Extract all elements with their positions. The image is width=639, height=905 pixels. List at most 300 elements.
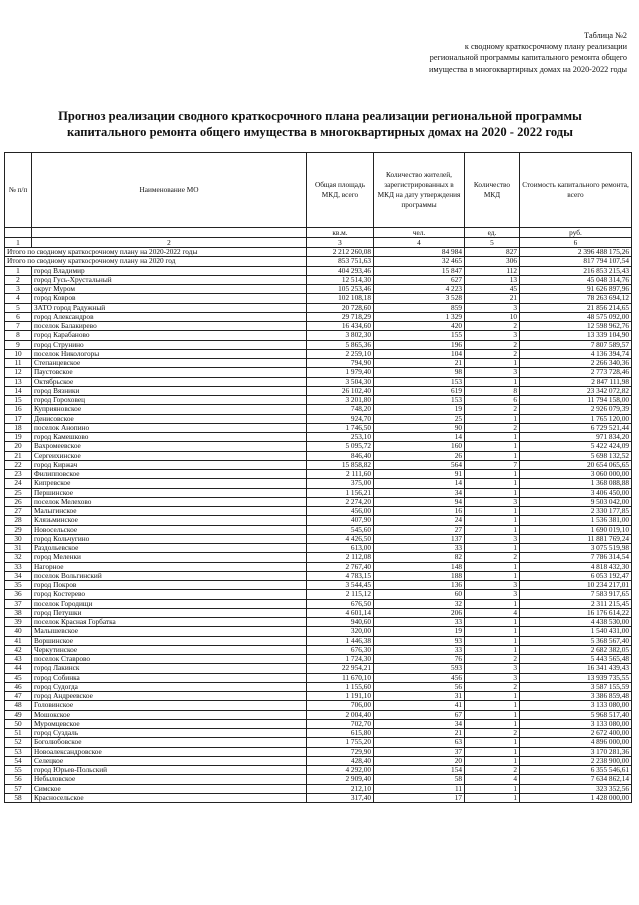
mo-name: поселок Городищи — [32, 599, 307, 608]
row-mkd: 1 — [465, 719, 520, 728]
mo-name: город Суздаль — [32, 729, 307, 738]
row-residents: 60 — [374, 590, 465, 599]
row-number: 38 — [5, 608, 32, 617]
table-row — [5, 266, 632, 275]
row-residents: 33 — [374, 645, 465, 654]
row-cost: 2 847 111,98 — [520, 377, 632, 386]
col-number: 6 — [520, 238, 632, 248]
row-number: 22 — [5, 460, 32, 469]
table-row — [5, 460, 632, 469]
row-cost: 2 330 177,85 — [520, 507, 632, 516]
forecast-table — [4, 152, 632, 803]
row-number: 36 — [5, 590, 32, 599]
row-mkd: 1 — [465, 516, 520, 525]
mo-name: город Юрьев-Польский — [32, 766, 307, 775]
row-number: 32 — [5, 553, 32, 562]
row-residents: 104 — [374, 349, 465, 358]
row-number: 45 — [5, 673, 32, 682]
row-mkd: 21 — [465, 294, 520, 303]
row-residents: 619 — [374, 386, 465, 395]
row-mkd: 2 — [465, 340, 520, 349]
row-cost: 2 266 340,36 — [520, 359, 632, 368]
row-mkd: 10 — [465, 312, 520, 321]
row-area: 1 746,50 — [307, 423, 374, 432]
row-cost: 3 386 859,48 — [520, 692, 632, 701]
row-cost: 4 818 432,30 — [520, 562, 632, 571]
col-number: 4 — [374, 238, 465, 248]
mo-name: город Кольчугино — [32, 534, 307, 543]
row-residents: 19 — [374, 405, 465, 414]
unit-area: кв.м. — [307, 228, 374, 238]
mo-name: город Андреевское — [32, 692, 307, 701]
row-residents: 21 — [374, 729, 465, 738]
table-row — [5, 275, 632, 284]
row-number: 28 — [5, 516, 32, 525]
row-cost: 3 587 155,59 — [520, 682, 632, 691]
mo-name: Кипревское — [32, 479, 307, 488]
row-residents: 26 — [374, 451, 465, 460]
row-mkd: 2 — [465, 655, 520, 664]
table-row — [5, 470, 632, 479]
row-cost: 323 352,56 — [520, 784, 632, 793]
row-mkd: 3 — [465, 497, 520, 506]
row-mkd: 1 — [465, 479, 520, 488]
table-row — [5, 729, 632, 738]
table-row — [5, 368, 632, 377]
row-residents: 25 — [374, 414, 465, 423]
row-cost: 1 536 381,00 — [520, 516, 632, 525]
row-number: 15 — [5, 396, 32, 405]
row-mkd: 3 — [465, 331, 520, 340]
row-number: 41 — [5, 636, 32, 645]
row-residents: 31 — [374, 692, 465, 701]
row-mkd: 1 — [465, 377, 520, 386]
row-area: 1 724,30 — [307, 655, 374, 664]
row-number: 42 — [5, 645, 32, 654]
row-mkd: 13 — [465, 275, 520, 284]
table-row — [5, 479, 632, 488]
row-area: 676,50 — [307, 599, 374, 608]
row-number: 57 — [5, 784, 32, 793]
row-residents: 90 — [374, 423, 465, 432]
row-mkd: 1 — [465, 442, 520, 451]
row-number: 48 — [5, 701, 32, 710]
mo-name: Вахромеевское — [32, 442, 307, 451]
row-area: 15 858,82 — [307, 460, 374, 469]
row-area: 404 293,46 — [307, 266, 374, 275]
total-residents: 32 465 — [374, 257, 465, 266]
row-area: 3 544,45 — [307, 581, 374, 590]
row-area: 317,40 — [307, 793, 374, 802]
row-residents: 32 — [374, 599, 465, 608]
row-area: 20 728,60 — [307, 303, 374, 312]
row-number: 47 — [5, 692, 32, 701]
mo-name: Небыловское — [32, 775, 307, 784]
row-residents: 4 223 — [374, 285, 465, 294]
row-residents: 76 — [374, 655, 465, 664]
row-cost: 11 794 158,00 — [520, 396, 632, 405]
row-cost: 3 060 000,00 — [520, 470, 632, 479]
col-number: 1 — [5, 238, 32, 248]
table-row — [5, 664, 632, 673]
row-residents: 1 329 — [374, 312, 465, 321]
table-row — [5, 507, 632, 516]
row-number: 9 — [5, 340, 32, 349]
row-area: 2 112,08 — [307, 553, 374, 562]
table-row — [5, 655, 632, 664]
row-residents: 16 — [374, 507, 465, 516]
row-mkd: 3 — [465, 590, 520, 599]
total-area: 2 212 260,08 — [307, 248, 374, 257]
row-residents: 456 — [374, 673, 465, 682]
mo-name: Денисовское — [32, 414, 307, 423]
mo-name: поселок Анопино — [32, 423, 307, 432]
row-mkd: 1 — [465, 756, 520, 765]
row-residents: 21 — [374, 359, 465, 368]
row-area: 11 670,10 — [307, 673, 374, 682]
row-mkd: 1 — [465, 701, 520, 710]
row-mkd: 1 — [465, 562, 520, 571]
row-cost: 2 773 728,46 — [520, 368, 632, 377]
mo-name: город Покров — [32, 581, 307, 590]
col-header-num: № п/п — [5, 153, 32, 228]
row-number: 29 — [5, 525, 32, 534]
table-row — [5, 396, 632, 405]
row-mkd: 4 — [465, 608, 520, 617]
row-number: 52 — [5, 738, 32, 747]
row-mkd: 1 — [465, 470, 520, 479]
table-row — [5, 719, 632, 728]
row-number: 50 — [5, 719, 32, 728]
row-cost: 2 682 382,05 — [520, 645, 632, 654]
table-row — [5, 525, 632, 534]
row-mkd: 2 — [465, 322, 520, 331]
row-mkd: 8 — [465, 386, 520, 395]
row-area: 4 601,14 — [307, 608, 374, 617]
col-header-residents: Количество жителей, зарегистрированных в МКД на дату утверждения программы — [374, 153, 465, 228]
row-residents: 154 — [374, 766, 465, 775]
row-area: 702,70 — [307, 719, 374, 728]
row-number: 43 — [5, 655, 32, 664]
table-row — [5, 793, 632, 802]
row-area: 320,00 — [307, 627, 374, 636]
row-residents: 20 — [374, 756, 465, 765]
row-cost: 2 672 400,00 — [520, 729, 632, 738]
row-number: 19 — [5, 433, 32, 442]
row-cost: 3 170 281,36 — [520, 747, 632, 756]
row-number: 12 — [5, 368, 32, 377]
row-cost: 13 939 735,55 — [520, 673, 632, 682]
row-number: 2 — [5, 275, 32, 284]
row-cost: 45 048 314,76 — [520, 275, 632, 284]
row-area: 545,60 — [307, 525, 374, 534]
row-mkd: 3 — [465, 368, 520, 377]
table-row — [5, 608, 632, 617]
row-cost: 3 133 080,00 — [520, 701, 632, 710]
row-residents: 155 — [374, 331, 465, 340]
row-mkd: 1 — [465, 599, 520, 608]
table-row — [5, 738, 632, 747]
row-area: 2 767,40 — [307, 562, 374, 571]
row-number: 17 — [5, 414, 32, 423]
row-number: 30 — [5, 534, 32, 543]
mo-name: Красносельское — [32, 793, 307, 802]
table-row — [5, 544, 632, 553]
row-number: 40 — [5, 627, 32, 636]
mo-name: город Собинка — [32, 673, 307, 682]
row-cost: 2 311 215,45 — [520, 599, 632, 608]
mo-name: Филипповское — [32, 470, 307, 479]
row-area: 12 514,30 — [307, 275, 374, 284]
row-residents: 34 — [374, 719, 465, 728]
row-area: 102 108,18 — [307, 294, 374, 303]
row-number: 26 — [5, 497, 32, 506]
row-residents: 3 528 — [374, 294, 465, 303]
col-header-cost: Стоимость капитального ремонта, всего — [520, 153, 632, 228]
row-number: 34 — [5, 571, 32, 580]
mo-name: город Лакинск — [32, 664, 307, 673]
table-row — [5, 673, 632, 682]
row-number: 35 — [5, 581, 32, 590]
row-residents: 420 — [374, 322, 465, 331]
mo-name: поселок Ставрово — [32, 655, 307, 664]
col-header-name: Наименование МО — [32, 153, 307, 228]
table-row — [5, 322, 632, 331]
row-number: 54 — [5, 756, 32, 765]
row-residents: 94 — [374, 497, 465, 506]
row-mkd: 1 — [465, 738, 520, 747]
mo-name: город Киржач — [32, 460, 307, 469]
row-number: 10 — [5, 349, 32, 358]
row-cost: 10 234 217,01 — [520, 581, 632, 590]
row-residents: 196 — [374, 340, 465, 349]
mo-name: город Александров — [32, 312, 307, 321]
row-cost: 48 575 092,00 — [520, 312, 632, 321]
row-area: 16 434,60 — [307, 322, 374, 331]
mo-name: Куприяновское — [32, 405, 307, 414]
mo-name: Воршинское — [32, 636, 307, 645]
table-row — [5, 747, 632, 756]
row-residents: 33 — [374, 544, 465, 553]
row-number: 6 — [5, 312, 32, 321]
row-cost: 7 583 917,65 — [520, 590, 632, 599]
table-row — [5, 562, 632, 571]
row-residents: 63 — [374, 738, 465, 747]
row-mkd: 1 — [465, 507, 520, 516]
mo-name: город Судогда — [32, 682, 307, 691]
mo-name: Малыгинское — [32, 507, 307, 516]
row-mkd: 1 — [465, 433, 520, 442]
row-mkd: 1 — [465, 692, 520, 701]
row-area: 4 783,15 — [307, 571, 374, 580]
row-cost: 1 690 019,10 — [520, 525, 632, 534]
table-row — [5, 442, 632, 451]
row-cost: 13 339 104,90 — [520, 331, 632, 340]
table-row — [5, 553, 632, 562]
row-cost: 20 654 065,65 — [520, 460, 632, 469]
row-residents: 17 — [374, 793, 465, 802]
table-number: Таблица №2 — [584, 31, 627, 40]
mo-name: Степанцевское — [32, 359, 307, 368]
row-cost: 1 540 431,00 — [520, 627, 632, 636]
total-cost: 2 396 488 175,26 — [520, 248, 632, 257]
row-residents: 24 — [374, 516, 465, 525]
row-residents: 56 — [374, 682, 465, 691]
mo-name: город Вязники — [32, 386, 307, 395]
row-number: 39 — [5, 618, 32, 627]
row-area: 375,00 — [307, 479, 374, 488]
mo-name: Октябрьское — [32, 377, 307, 386]
row-cost: 4 136 394,74 — [520, 349, 632, 358]
row-number: 24 — [5, 479, 32, 488]
row-cost: 91 626 897,96 — [520, 285, 632, 294]
table-row — [5, 692, 632, 701]
mo-name: Селецкое — [32, 756, 307, 765]
row-mkd: 1 — [465, 414, 520, 423]
row-number: 11 — [5, 359, 32, 368]
table-row — [5, 294, 632, 303]
header-line-2: региональной программы капитального ремонта общего — [429, 53, 627, 63]
row-area: 846,40 — [307, 451, 374, 460]
table-row — [5, 571, 632, 580]
row-residents: 91 — [374, 470, 465, 479]
row-mkd: 1 — [465, 618, 520, 627]
mo-name: Симское — [32, 784, 307, 793]
row-residents: 153 — [374, 377, 465, 386]
mo-name: Новосельское — [32, 525, 307, 534]
row-number: 23 — [5, 470, 32, 479]
table-row — [5, 423, 632, 432]
row-mkd: 1 — [465, 571, 520, 580]
row-cost: 16 176 614,22 — [520, 608, 632, 617]
row-area: 794,90 — [307, 359, 374, 368]
row-cost: 971 834,20 — [520, 433, 632, 442]
row-cost: 5 698 132,52 — [520, 451, 632, 460]
col-header-area: Общая площадь МКД, всего — [307, 153, 374, 228]
row-area: 5 095,72 — [307, 442, 374, 451]
table-row — [5, 516, 632, 525]
table-row — [5, 636, 632, 645]
unit-residents: чел. — [374, 228, 465, 238]
table-row — [5, 377, 632, 386]
table-row — [5, 303, 632, 312]
row-residents: 37 — [374, 747, 465, 756]
row-mkd: 3 — [465, 673, 520, 682]
row-cost: 1 765 120,00 — [520, 414, 632, 423]
mo-name: Сергеихинское — [32, 451, 307, 460]
mo-name: Першинское — [32, 488, 307, 497]
row-cost: 23 342 072,82 — [520, 386, 632, 395]
row-number: 58 — [5, 793, 32, 802]
mo-name: город Камешково — [32, 433, 307, 442]
total-row — [5, 248, 632, 257]
row-residents: 859 — [374, 303, 465, 312]
row-residents: 93 — [374, 636, 465, 645]
row-residents: 627 — [374, 275, 465, 284]
row-residents: 82 — [374, 553, 465, 562]
row-area: 1 155,60 — [307, 682, 374, 691]
mo-name: Нагорное — [32, 562, 307, 571]
row-mkd: 1 — [465, 451, 520, 460]
row-residents: 148 — [374, 562, 465, 571]
table-row — [5, 349, 632, 358]
row-mkd: 1 — [465, 793, 520, 802]
row-mkd: 1 — [465, 488, 520, 497]
row-mkd: 4 — [465, 775, 520, 784]
row-area: 2 274,20 — [307, 497, 374, 506]
total-mkd: 306 — [465, 257, 520, 266]
mo-name: город Струнино — [32, 340, 307, 349]
row-area: 428,40 — [307, 756, 374, 765]
row-area: 706,00 — [307, 701, 374, 710]
table-row — [5, 581, 632, 590]
row-number: 55 — [5, 766, 32, 775]
table-row — [5, 534, 632, 543]
row-residents: 593 — [374, 664, 465, 673]
row-cost: 21 856 214,65 — [520, 303, 632, 312]
table-row — [5, 414, 632, 423]
table-row — [5, 775, 632, 784]
row-mkd: 3 — [465, 303, 520, 312]
row-number: 25 — [5, 488, 32, 497]
table-row — [5, 710, 632, 719]
row-number: 1 — [5, 266, 32, 275]
row-cost: 3 406 450,00 — [520, 488, 632, 497]
mo-name: Раздольевское — [32, 544, 307, 553]
table-row — [5, 386, 632, 395]
table-row — [5, 645, 632, 654]
mo-name: Черкутинское — [32, 645, 307, 654]
row-mkd: 6 — [465, 396, 520, 405]
col-number: 3 — [307, 238, 374, 248]
row-area: 4 292,00 — [307, 766, 374, 775]
row-residents: 188 — [374, 571, 465, 580]
row-residents: 137 — [374, 534, 465, 543]
row-number: 8 — [5, 331, 32, 340]
mo-name: округ Муром — [32, 285, 307, 294]
row-number: 21 — [5, 451, 32, 460]
row-residents: 206 — [374, 608, 465, 617]
row-number: 44 — [5, 664, 32, 673]
table-row — [5, 285, 632, 294]
table-row — [5, 590, 632, 599]
mo-name: город Костерево — [32, 590, 307, 599]
row-cost: 11 881 769,24 — [520, 534, 632, 543]
row-area: 676,30 — [307, 645, 374, 654]
row-mkd: 2 — [465, 729, 520, 738]
row-residents: 153 — [374, 396, 465, 405]
row-number: 16 — [5, 405, 32, 414]
table-row — [5, 488, 632, 497]
row-number: 7 — [5, 322, 32, 331]
row-mkd: 3 — [465, 581, 520, 590]
table-row — [5, 340, 632, 349]
table-row — [5, 312, 632, 321]
row-area: 3 504,30 — [307, 377, 374, 386]
table-row — [5, 359, 632, 368]
row-mkd: 2 — [465, 405, 520, 414]
row-number: 3 — [5, 285, 32, 294]
mo-name: поселок Красная Горбатка — [32, 618, 307, 627]
row-area: 615,80 — [307, 729, 374, 738]
table-row — [5, 682, 632, 691]
mo-name: Головинское — [32, 701, 307, 710]
row-area: 2 004,40 — [307, 710, 374, 719]
row-mkd: 112 — [465, 266, 520, 275]
mo-name: город Карабаново — [32, 331, 307, 340]
total-area: 853 751,63 — [307, 257, 374, 266]
row-cost: 12 598 962,76 — [520, 322, 632, 331]
